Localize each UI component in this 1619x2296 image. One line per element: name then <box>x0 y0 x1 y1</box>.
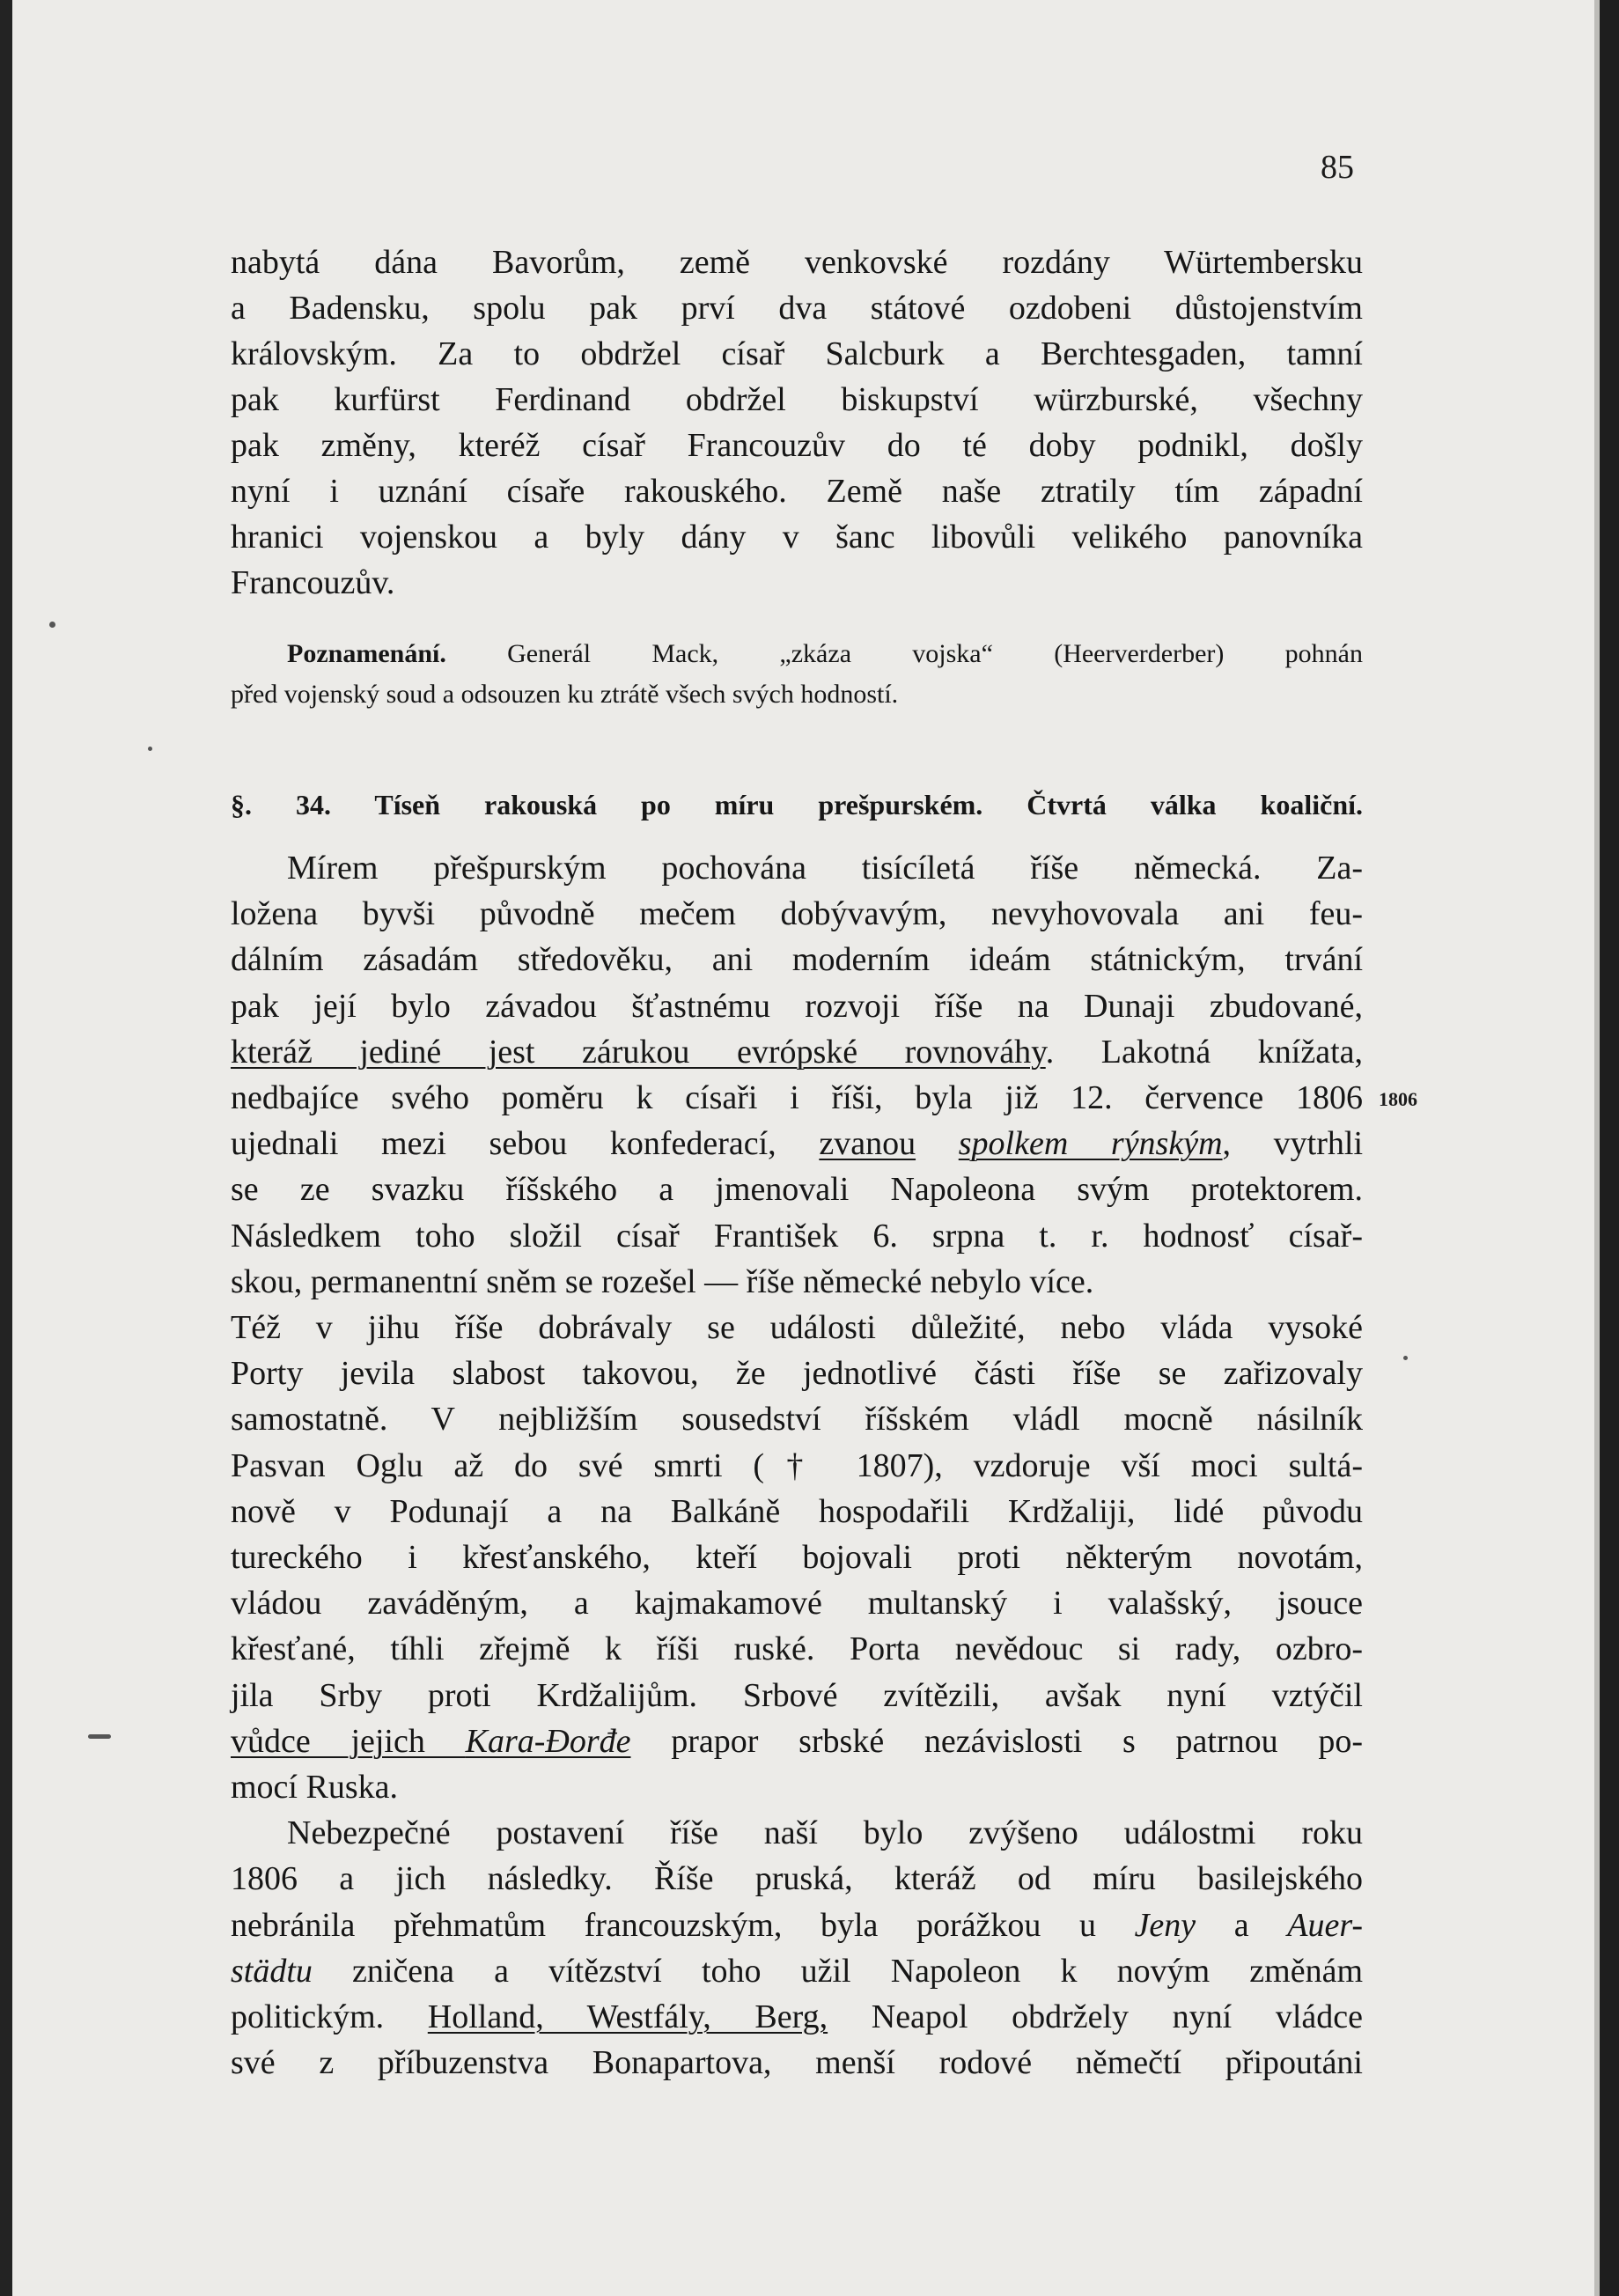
text-line: hranici vojenskou a byly dány v šanc libovůli velikého panovníka <box>231 519 1363 556</box>
text-line: vládou zaváděným, a kajmakamové multanský i valašský, jsouce <box>231 1585 1363 1623</box>
italic-underlined-phrase: spolkem rýnským <box>958 1125 1223 1163</box>
text-run: politickým. <box>231 1998 428 2036</box>
footnote-remark <box>231 634 1363 715</box>
text-line: dálním zásadám středověku, ani moderním ideám státnickým, trvání <box>231 941 1363 979</box>
scan-edge-left <box>0 0 12 2296</box>
text-line: pak kurfürst Ferdinand obdržel biskupství würzburské, všechny <box>231 381 1363 418</box>
paragraph-continuation <box>231 239 1363 606</box>
text-line: Též v jihu říše dobrávaly se události důležité, nebo vláda vysoké <box>231 1309 1363 1347</box>
text-line: se ze svazku říšského a jmenovali Napoleona svým protektorem. <box>231 1171 1363 1209</box>
italic-place: Auer- <box>1287 1906 1363 1944</box>
text-line: nedbajíce svého poměru k císaři i říši, byla již 12. července 1806 <box>231 1079 1363 1117</box>
note-label: Poznamenání. <box>287 639 446 668</box>
text-run: prapor srbské nezávislosti s patrnou po- <box>630 1722 1364 1760</box>
text-line: Pasvan Oglu až do své smrti († 1807), vzdoruje vší moci sultá- <box>231 1446 1363 1484</box>
text-line: pak její bylo závadou šťastnému rozvoji říše na Dunaji zbudované, <box>231 987 1363 1025</box>
margin-year-note: 1806 <box>1379 1088 1417 1110</box>
text-line: 1806 a jich následky. Říše pruská, kteráž od míru basilejského <box>231 1860 1363 1898</box>
text-line <box>231 1121 1363 1166</box>
text-line: Následkem toho složil císař František 6. srpna t. r. hodnosť císař- <box>231 1217 1363 1255</box>
text-line: královským. Za to obdržel císař Salcburk a Berchtesgaden, tamní <box>231 335 1363 372</box>
text-run <box>916 1125 959 1162</box>
text-run: Neapol obdržely nyní vládce <box>828 1998 1364 2036</box>
underlined-phrase: vůdce jejich <box>231 1722 466 1760</box>
text-run: ujednali mezi sebou konfederací, <box>231 1125 820 1163</box>
underlined-phrase: Holland, Westfály, Berg, <box>427 1998 828 2036</box>
scan-speck <box>88 1734 111 1739</box>
section-body <box>231 845 1363 2086</box>
italic-underlined-phrase: Kara-Đorđe <box>465 1722 631 1760</box>
section-heading <box>231 782 1363 828</box>
text-line: nově v Podunají a na Balkáně hospodařili Krdžaliji, lidé původu <box>231 1492 1363 1530</box>
page-number: 85 <box>1321 149 1354 186</box>
text-line: Nebezpečné postavení říše naší bylo zvýšeno událostmi roku <box>287 1814 1363 1852</box>
text-line: nyní i uznání císaře rakouského. Země naše ztratily tím západní <box>231 473 1363 510</box>
text-line <box>231 1994 1363 2040</box>
text-line: Francouzův. <box>231 564 395 601</box>
note-line: před vojenský soud a odsouzen ku ztrátě všech svých hodností. <box>231 680 899 709</box>
text-run: zničena a vítězství toho užil Napoleon k novým změnám <box>312 1952 1363 1990</box>
text-line <box>231 1718 1363 1764</box>
underlined-phrase: zvanou <box>819 1125 916 1163</box>
text-line: jila Srby proti Krdžalijům. Srbové zvítězili, avšak nyní vztýčil <box>231 1676 1363 1714</box>
text-line: mocí Ruska. <box>231 1769 398 1807</box>
note-line <box>231 634 1363 674</box>
italic-place: Jeny <box>1134 1906 1196 1944</box>
text-run: a <box>1196 1906 1288 1944</box>
text-line <box>231 1902 1363 1948</box>
text-line: Porty jevila slabost takovou, že jednotlivé části říše se zařizovaly <box>231 1355 1363 1393</box>
text-line: skou, permanentní sněm se rozešel — říše německé nebylo více. <box>231 1262 1094 1300</box>
text-line <box>231 1948 1363 1994</box>
text-run: , vytrhli <box>1222 1125 1364 1163</box>
text-run: nebránila přehmatům francouzským, byla porážkou u <box>231 1906 1135 1944</box>
text-line: Mírem přešpurským pochována tisícíletá říše německá. Za- <box>287 850 1363 887</box>
text-line: a Badensku, spolu pak prví dva státové ozdobeni důstojenstvím <box>231 290 1363 327</box>
text-line <box>231 1029 1363 1075</box>
scan-edge-right <box>1600 0 1619 2296</box>
text-line: nabytá dána Bavorům, země venkovské rozdány Würtembersku <box>231 244 1363 281</box>
scan-speck <box>148 747 152 751</box>
section-title: §. 34. Tíseň rakouská po míru prešpurském. Čtvrtá válka koaliční. <box>231 789 1363 821</box>
underlined-phrase: kteráž jediné jest zárukou evrópské rovnováhy <box>231 1033 1046 1071</box>
text-line: své z příbuzenstva Bonapartova, menší rodové němečtí připoutáni <box>231 2044 1363 2082</box>
text-line: křesťané, tíhli zřejmě k říši ruské. Porta nevědouc si rady, ozbro- <box>231 1630 1363 1668</box>
text-line: pak změny, kteréž císař Francouzův do té doby podnikl, došly <box>231 427 1363 464</box>
text-line: tureckého i křesťanského, kteří bojovali proti některým novotám, <box>231 1539 1363 1577</box>
text-line: ložena byvši původně mečem dobývavým, nevyhovovala ani feu- <box>231 895 1363 933</box>
scan-speck <box>1403 1356 1408 1360</box>
scan-speck <box>49 622 55 628</box>
text-line: samostatně. V nejbližším sousedství říšském vládl mocně násilník <box>231 1401 1363 1439</box>
text-run: . Lakotná knížata, <box>1045 1033 1364 1071</box>
note-text: Generál Mack, „zkáza vojska“ (Heerverderber) pohnán <box>445 639 1363 668</box>
italic-place: städtu <box>231 1952 313 1990</box>
